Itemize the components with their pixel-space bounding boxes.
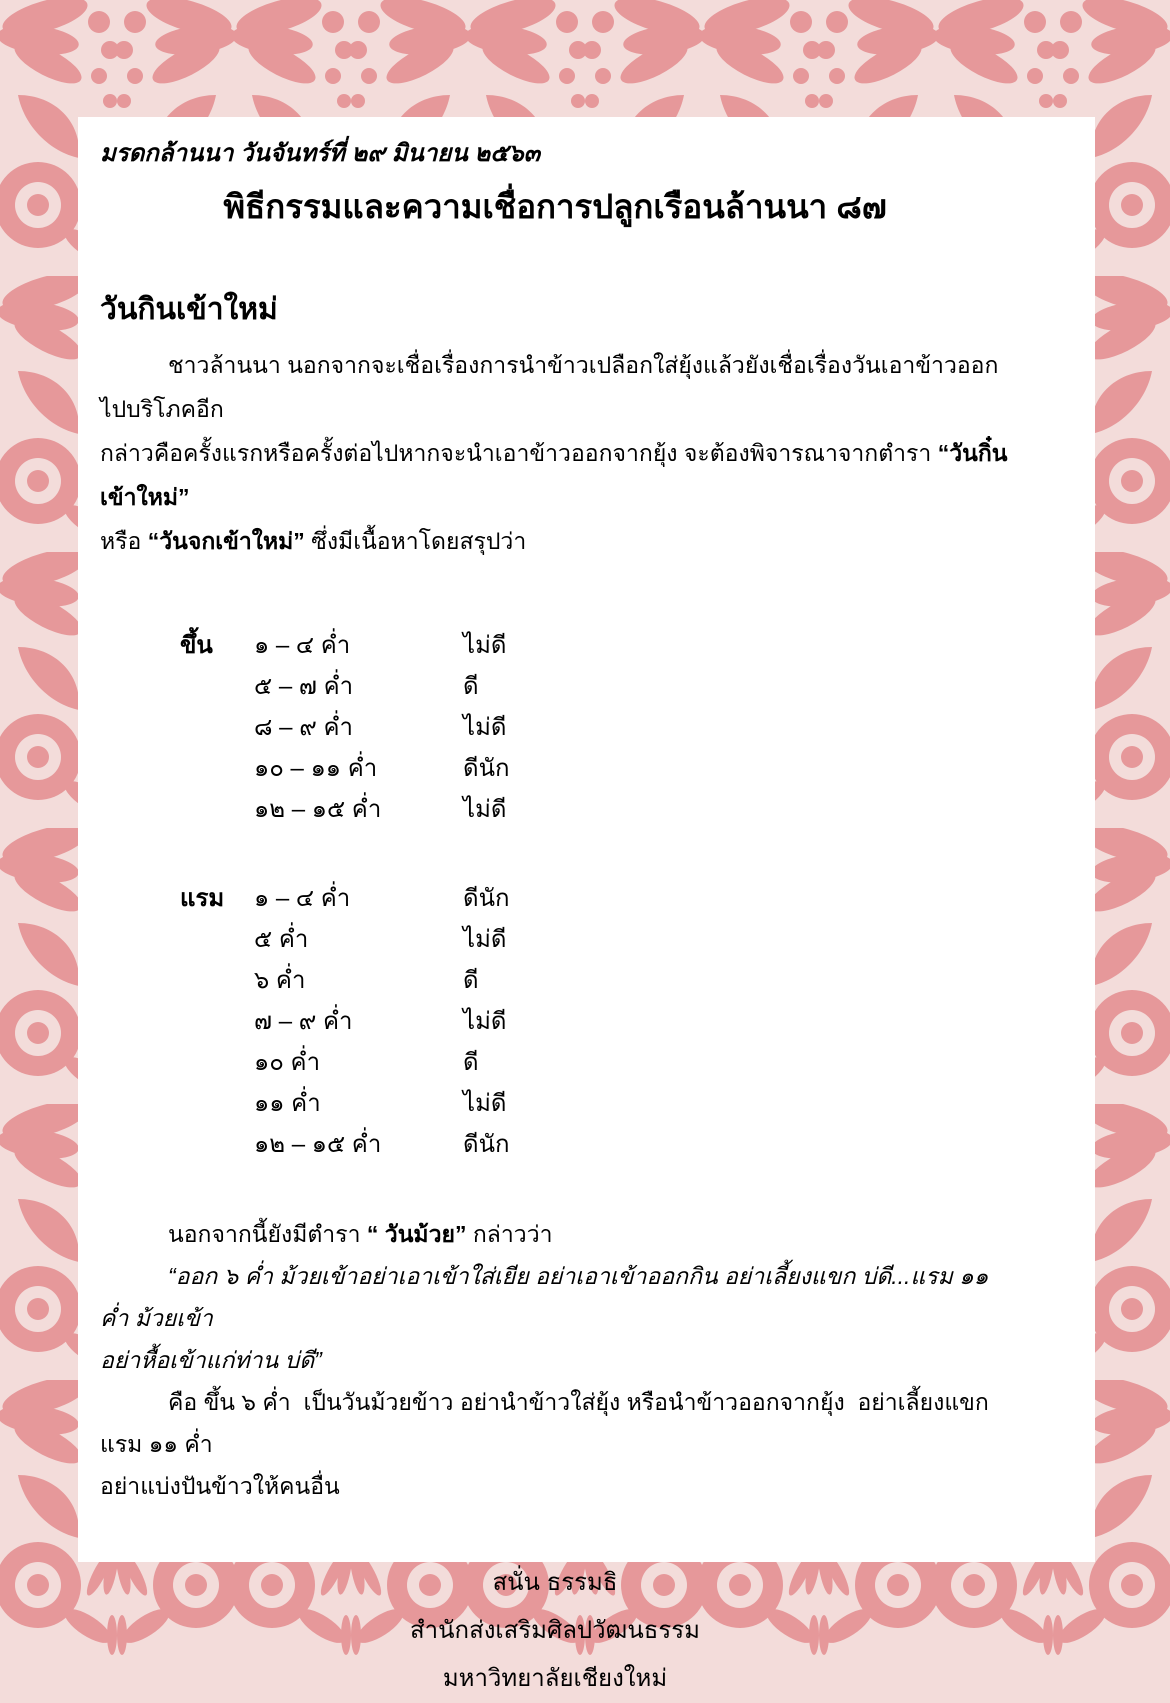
muay-intro-paragraph <box>100 1213 1010 1255</box>
signature-name: สนั่น ธรรมธิ <box>492 1569 618 1596</box>
moon-day-range: ๑ – ๔ ค่ำ <box>254 632 351 659</box>
moon-group <box>180 625 1010 830</box>
moon-rating: ไม่ดี <box>463 1090 507 1117</box>
moon-row <box>254 1124 510 1165</box>
moon-day-range: ๑๐ – ๑๑ ค่ำ <box>254 755 378 782</box>
muay-explain-paragraph <box>100 1381 1010 1507</box>
moon-rating: ไม่ดี <box>463 1008 507 1035</box>
moon-group-label: ขึ้น <box>180 632 213 659</box>
moon-rating: ดีนัก <box>463 755 510 782</box>
text-segment: อย่าแบ่งปันข้าวให้คนอื่น <box>100 1473 340 1499</box>
document-dateline: มรดกล้านนา วันจันทร์ที่ ๒๙ มินายน ๒๕๖๓ <box>100 140 541 167</box>
section-heading: วันกินเข้าใหม่ <box>100 293 278 326</box>
text-line <box>100 519 1010 563</box>
moon-rows <box>254 625 510 830</box>
text-segment: นอกจากนี้ยังมีตำรา <box>168 1221 367 1247</box>
moon-row <box>254 789 510 830</box>
moon-rating: ดีนัก <box>463 885 510 912</box>
signature-university: มหาวิทยาลัยเชียงใหม่ <box>442 1665 668 1692</box>
moon-day-range: ๑๒ – ๑๕ ค่ำ <box>254 796 382 823</box>
moon-rating: ดี <box>463 673 479 700</box>
text-segment: หรือ <box>100 528 148 554</box>
text-segment: อย่าหื้อเข้าแก่ท่าน บ่ดี” <box>100 1347 322 1373</box>
moon-day-range: ๑๑ ค่ำ <box>254 1090 321 1117</box>
document-content <box>78 139 1095 1703</box>
document-paper <box>78 117 1095 1692</box>
moon-row <box>254 748 510 789</box>
moon-phase-table <box>180 625 1010 1165</box>
moon-day-range: ๕ – ๗ ค่ำ <box>254 673 354 700</box>
moon-row <box>254 919 510 960</box>
moon-group <box>180 878 1010 1165</box>
text-line <box>100 1339 1010 1381</box>
moon-day-range: ๑๐ ค่ำ <box>254 1049 321 1076</box>
moon-rating: ไม่ดี <box>463 926 507 953</box>
moon-rating: ไม่ดี <box>463 796 507 823</box>
text-line <box>100 1255 1010 1339</box>
text-segment: ซึ่งมีเนื้อหาโดยสรุปว่า <box>304 528 527 554</box>
text-segment: “ วันม้วย” <box>366 1221 467 1247</box>
moon-row <box>254 1042 510 1083</box>
text-line <box>100 1465 1010 1507</box>
text-segment: “วันกิ๋นเข้าใหม่” <box>100 440 1008 510</box>
moon-row <box>254 666 510 707</box>
moon-day-range: ๑๒ – ๑๕ ค่ำ <box>254 1131 382 1158</box>
moon-rating: ไม่ดี <box>463 632 507 659</box>
moon-row <box>254 1083 510 1124</box>
moon-rating: ไม่ดี <box>463 714 507 741</box>
muay-quote-paragraph <box>100 1255 1010 1381</box>
signature-block <box>100 1559 1010 1703</box>
moon-rating: ดี <box>463 967 479 994</box>
moon-day-range: ๗ – ๙ ค่ำ <box>254 1008 353 1035</box>
text-segment: คือ ขึ้น ๖ ค่ำ เป็นวันม้วยข้าว อย่านำข้าวใส่ยุ้ง หรือนำข้าวออกจากยุ้ง อย่าเลี้ยงแขก แรม ๑๑ ค่ำ <box>100 1389 996 1457</box>
text-line <box>100 431 1010 519</box>
moon-row <box>254 960 510 1001</box>
text-segment: ชาวล้านนา นอกจากจะเชื่อเรื่องการนำข้าวเปลือกใส่ยุ้งแล้วยังเชื่อเรื่องวันเอาข้าวออกไปบริโภคอีก <box>100 352 999 422</box>
text-segment: “ออก ๖ ค่ำ ม้วยเข้าอย่าเอาเข้าใส่เยีย อย่าเอาเข้าออกกิน อย่าเลี้ยงแขก บ่ดี...แรม ๑๑ ค่ำ ม้วยเข้า <box>100 1263 995 1331</box>
text-line <box>100 343 1010 431</box>
moon-group-label: แรม <box>180 885 225 912</box>
moon-rating: ดีนัก <box>463 1131 510 1158</box>
moon-day-range: ๑ – ๔ ค่ำ <box>254 885 351 912</box>
moon-row <box>254 625 510 666</box>
moon-day-range: ๘ – ๙ ค่ำ <box>254 714 353 741</box>
signature-organization: สำนักส่งเสริมศิลปวัฒนธรรม <box>410 1617 700 1644</box>
moon-rows <box>254 878 510 1165</box>
moon-row <box>254 1001 510 1042</box>
moon-row <box>254 707 510 748</box>
text-segment: กล่าวคือครั้งแรกหรือครั้งต่อไปหากจะนำเอาข้าวออกจากยุ้ง จะต้องพิจารณาจากตำรา <box>100 440 938 466</box>
moon-day-range: ๕ ค่ำ <box>254 926 309 953</box>
text-line <box>100 1213 1010 1255</box>
moon-rating: ดี <box>463 1049 479 1076</box>
text-segment: กล่าวว่า <box>466 1221 553 1247</box>
document-title: พิธีกรรมและความเชื่อการปลูกเรือนล้านนา ๘๗ <box>223 188 887 225</box>
text-line <box>100 1381 1010 1465</box>
moon-day-range: ๖ ค่ำ <box>254 967 306 994</box>
text-segment: “วันจกเข้าใหม่” <box>147 528 305 554</box>
intro-paragraph <box>100 343 1010 563</box>
moon-row <box>254 878 510 919</box>
